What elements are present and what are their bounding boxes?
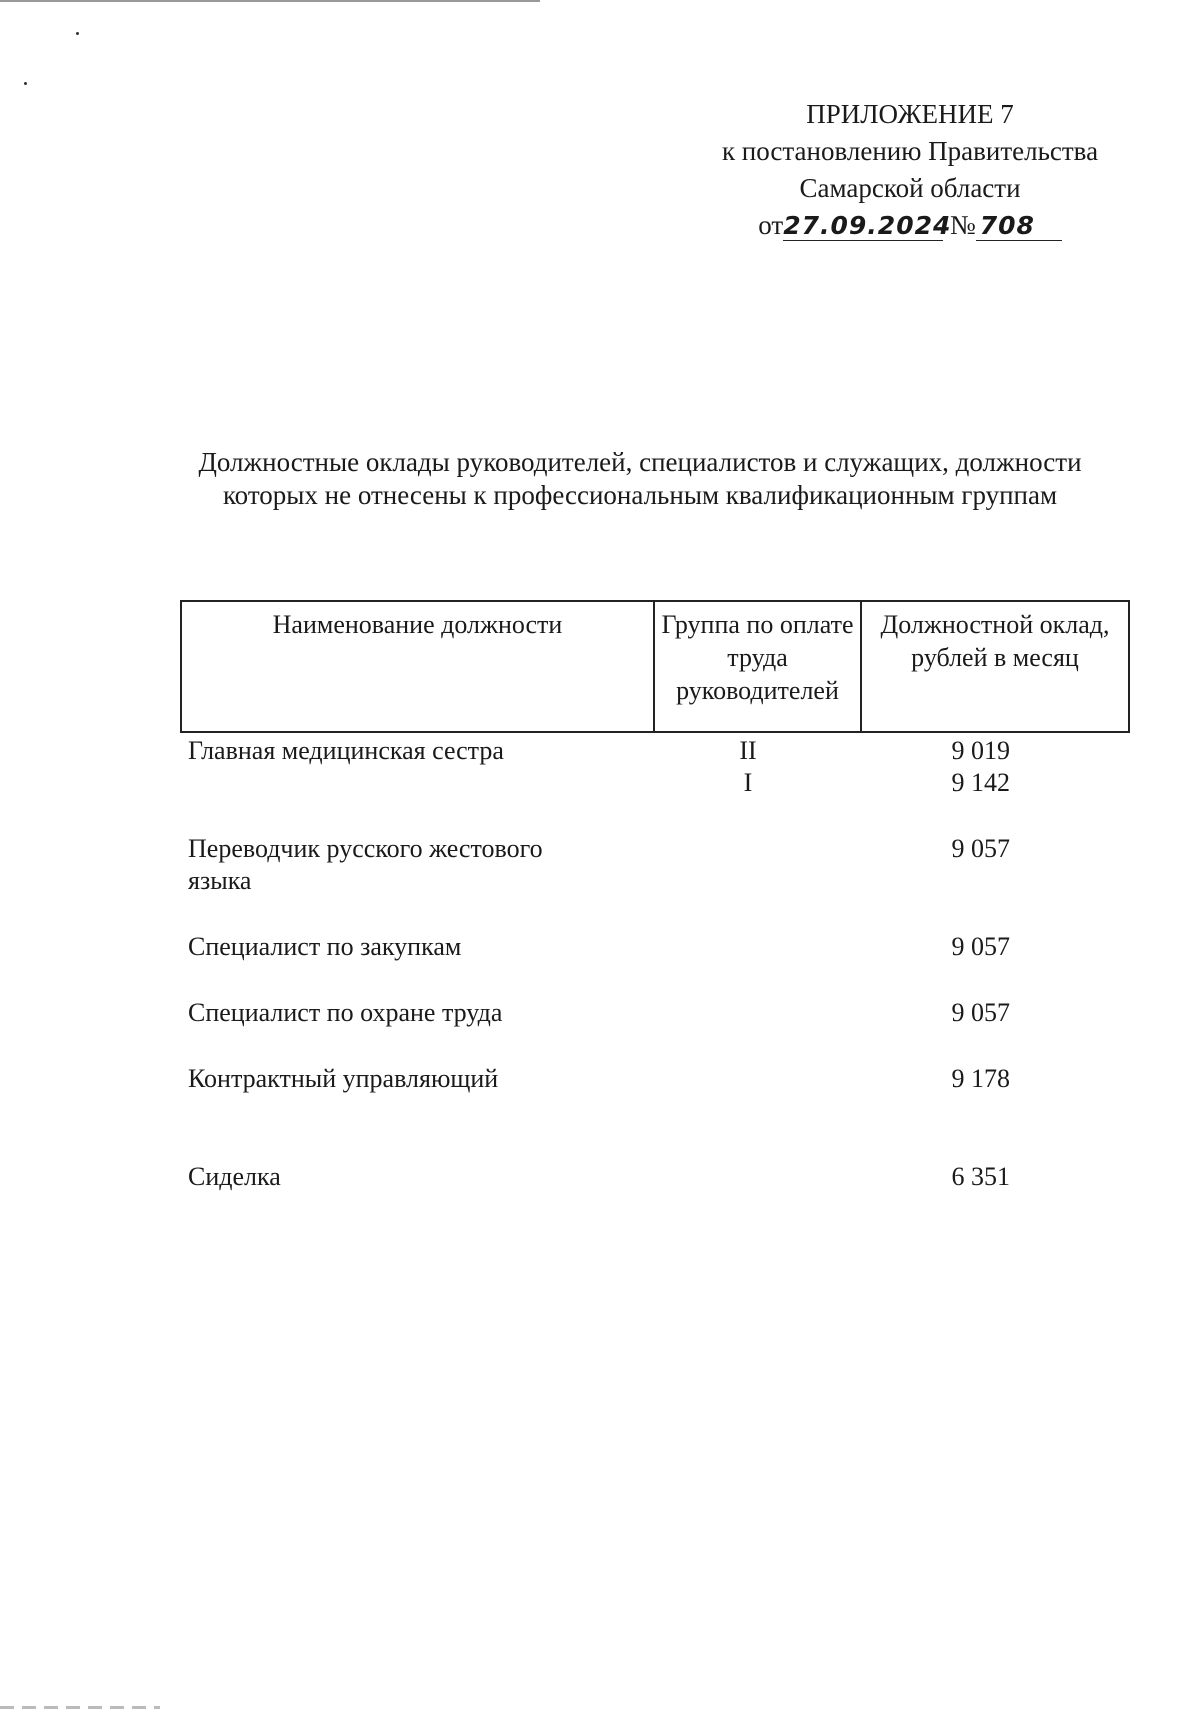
handwritten-date: 27.09.2024 (783, 211, 952, 240)
approval-block (690, 96, 1130, 244)
appendix-label: ПРИЛОЖЕНИЕ 7 (806, 99, 1014, 129)
salary-value: 9 057 (951, 834, 1010, 863)
salary-value: 9 142 (951, 768, 1010, 797)
pay-group-cell (688, 735, 808, 799)
scan-edge-bottom (0, 1706, 160, 1709)
salary-value: 9 178 (951, 1064, 1010, 1093)
pay-group: II (739, 736, 757, 765)
number-prefix: № (949, 210, 976, 240)
title-line-2: которых не отнесены к профессиональным квалификационным группам (222, 480, 1058, 510)
position-name: Переводчик русского жестового языка (188, 834, 543, 895)
title-line-1: Должностные оклады руководителей, специалистов и служащих, должности (198, 447, 1082, 477)
header-pay-group: Группа по оплате труда руководителей (655, 602, 862, 731)
salary-value: 9 019 (951, 736, 1010, 765)
header-salary: Должностной оклад, рублей в месяц (880, 610, 1110, 672)
salary-cell (898, 735, 1058, 799)
scan-speck (24, 82, 27, 85)
scan-edge-top (0, 0, 540, 2)
handwritten-number: 708 (976, 212, 1062, 241)
pay-group: I (743, 768, 753, 797)
position-name: Главная медицинская сестра (188, 736, 504, 765)
salary-value: 9 057 (951, 998, 1010, 1027)
date-prefix: от (758, 210, 784, 240)
scan-speck (76, 32, 79, 35)
header-position-name: Наименование должности (182, 602, 655, 731)
table-header (180, 600, 1130, 733)
approval-line-3: Самарской области (799, 173, 1021, 203)
position-name: Сиделка (188, 1162, 281, 1191)
salary-value: 9 057 (951, 932, 1010, 961)
document-title (150, 446, 1130, 512)
salary-value: 6 351 (951, 1162, 1010, 1191)
approval-date-line (690, 207, 1130, 244)
position-name: Контрактный управляющий (188, 1064, 499, 1093)
approval-line-2: к постановлению Правительства (721, 136, 1099, 166)
position-name: Специалист по охране труда (188, 998, 503, 1027)
position-name: Специалист по закупкам (188, 932, 462, 961)
